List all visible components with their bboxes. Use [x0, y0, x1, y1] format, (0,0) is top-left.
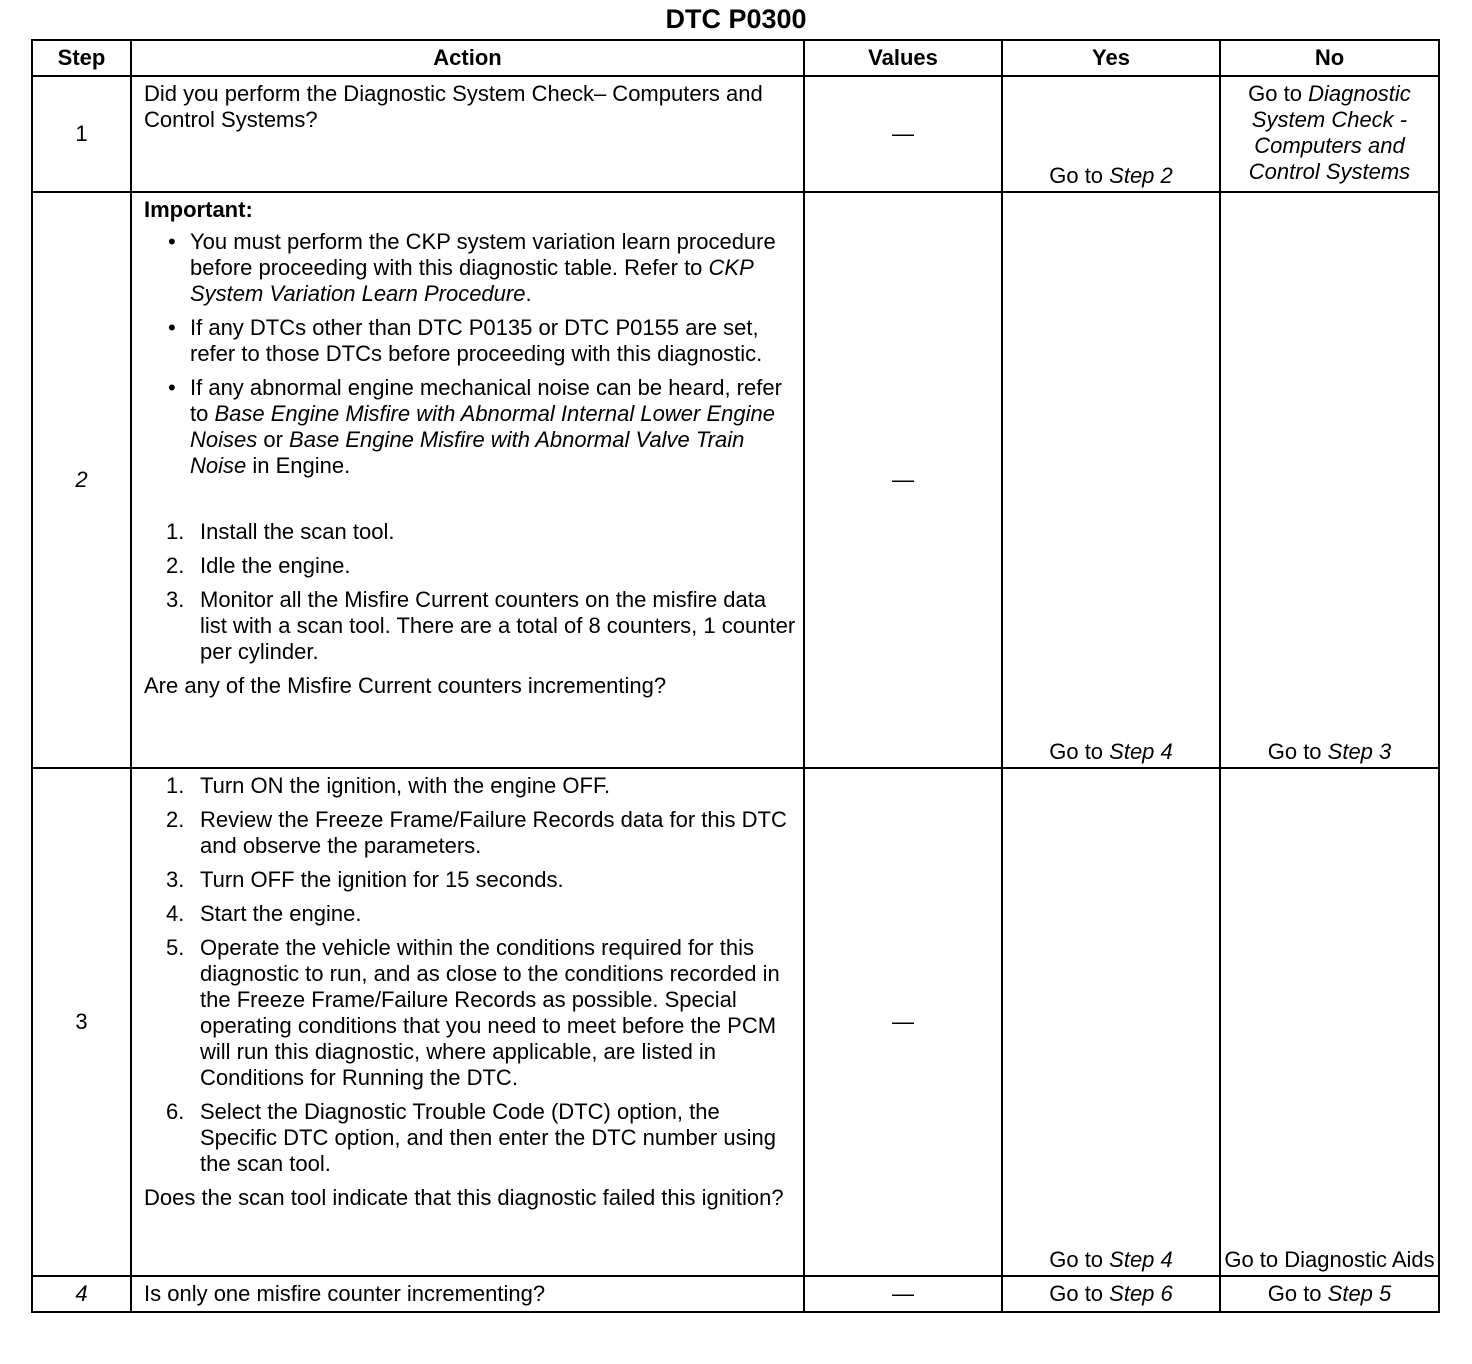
no-prefix: Go to	[1267, 739, 1328, 764]
no-link[interactable]: Step 5	[1327, 1281, 1392, 1306]
step-text: Select the Diagnostic Trouble Code (DTC) option, the Specific DTC option, and then enter the DTC number using the scan tool.	[200, 1099, 776, 1176]
step-index: 2.	[166, 553, 185, 578]
list-item	[144, 519, 797, 545]
step-text: Turn OFF the ignition for 15 seconds.	[200, 867, 564, 892]
list-item	[144, 867, 797, 893]
bullet-end: .	[525, 281, 532, 306]
step-index: 1.	[166, 519, 185, 544]
step-text: Idle the engine.	[200, 553, 351, 578]
step-text: Install the scan tool.	[200, 519, 395, 544]
procedure-steps	[144, 773, 797, 1177]
step-number: 2	[32, 192, 131, 768]
yes-prefix: Go to	[1049, 1281, 1110, 1306]
no-cell	[1220, 76, 1439, 192]
procedure-link[interactable]: CKP System Variation Learn Procedure	[190, 255, 753, 306]
important-label: Important:	[144, 197, 253, 222]
list-item	[144, 315, 797, 367]
bullet-text: You must perform the CKP system variation learn procedure before proceeding with this diagnostic table. Refer to	[190, 229, 776, 280]
table-row	[32, 1276, 1439, 1312]
yes-prefix: Go to	[1049, 1247, 1110, 1272]
yes-link[interactable]: Step 2	[1109, 163, 1173, 188]
step-text: Turn ON the ignition, with the engine OFF.	[200, 773, 611, 798]
procedure-link[interactable]: Base Engine Misfire with Abnormal Internal Lower Engine Noises	[190, 401, 775, 452]
list-item	[144, 935, 797, 1091]
values-cell: —	[804, 76, 1002, 192]
yes-cell	[1002, 76, 1220, 192]
diagnostic-table	[31, 39, 1440, 1313]
yes-prefix: Go to	[1049, 163, 1110, 188]
bullet-text: If any DTCs other than DTC P0135 or DTC P0155 are set, refer to those DTCs before proceeding with this diagnostic.	[190, 315, 763, 366]
procedure-link[interactable]: Base Engine Misfire with Abnormal Valve Train Noise	[190, 427, 745, 478]
yes-cell	[1002, 1276, 1220, 1312]
list-item	[144, 587, 797, 665]
step-index: 3.	[166, 867, 185, 892]
table-row	[32, 768, 1439, 1276]
yes-link[interactable]: Step 4	[1109, 739, 1173, 764]
no-cell	[1220, 1276, 1439, 1312]
list-item	[144, 901, 797, 927]
table-row	[32, 192, 1439, 768]
table-row	[32, 76, 1439, 192]
step-index: 5.	[166, 935, 185, 960]
header-no: No	[1220, 40, 1439, 76]
procedure-steps	[144, 519, 797, 665]
step-index: 3.	[166, 587, 185, 612]
step-text: Start the engine.	[200, 901, 362, 926]
step-index: 4.	[166, 901, 185, 926]
important-list	[144, 229, 797, 479]
step-number: 3	[32, 768, 131, 1276]
list-item	[144, 773, 797, 799]
page-title: DTC P0300	[665, 4, 807, 34]
step-text: Review the Freeze Frame/Failure Records data for this DTC and observe the parameters.	[200, 807, 787, 858]
list-item	[144, 1099, 797, 1177]
bullet-end: in Engine.	[246, 453, 351, 478]
step-text: Monitor all the Misfire Current counters on the misfire data list with a scan tool. There are a total of 8 counters, 1 counter per cylinder.	[200, 587, 796, 664]
header-step: Step	[32, 40, 131, 76]
yes-cell	[1002, 768, 1220, 1276]
question-text: Does the scan tool indicate that this diagnostic failed this ignition?	[144, 1185, 784, 1210]
action-cell	[131, 192, 804, 768]
yes-cell	[1002, 192, 1220, 768]
no-link[interactable]: Go to Diagnostic Aids	[1224, 1247, 1435, 1272]
values-cell: —	[804, 192, 1002, 768]
action-cell	[131, 1276, 804, 1312]
action-cell	[131, 768, 804, 1276]
action-text: Is only one misfire counter incrementing?	[144, 1281, 546, 1306]
values-cell: —	[804, 768, 1002, 1276]
step-index: 1.	[166, 773, 185, 798]
no-link[interactable]: Diagnostic System Check - Computers and Control Systems	[1248, 81, 1411, 184]
table-header-row	[32, 40, 1439, 76]
yes-link[interactable]: Step 6	[1109, 1281, 1173, 1306]
no-prefix: Go to	[1267, 1281, 1328, 1306]
step-text: Operate the vehicle within the conditions required for this diagnostic to run, and as close to the conditions recorded in the Freeze Frame/Failure Records as possible. Special operating conditions that you need to meet before the PCM will run this diagnostic, where applicable, are listed in Conditions for Running the DTC.	[200, 935, 780, 1090]
no-cell	[1220, 192, 1439, 768]
step-index: 6.	[166, 1099, 185, 1124]
yes-prefix: Go to	[1049, 739, 1110, 764]
action-text: Did you perform the Diagnostic System Check– Computers and Control Systems?	[144, 81, 763, 132]
bullet-text: If any abnormal engine mechanical noise can be heard, refer to	[190, 375, 782, 426]
list-item	[144, 553, 797, 579]
no-link[interactable]: Step 3	[1327, 739, 1392, 764]
header-values: Values	[804, 40, 1002, 76]
no-cell	[1220, 768, 1439, 1276]
step-index: 2.	[166, 807, 185, 832]
values-cell: —	[804, 1276, 1002, 1312]
yes-link[interactable]: Step 4	[1109, 1247, 1173, 1272]
header-action: Action	[131, 40, 804, 76]
list-item	[144, 375, 797, 479]
list-item	[144, 229, 797, 307]
list-item	[144, 807, 797, 859]
bullet-mid: or	[257, 427, 290, 452]
header-yes: Yes	[1002, 40, 1220, 76]
action-cell	[131, 76, 804, 192]
step-number: 4	[32, 1276, 131, 1312]
step-number: 1	[32, 76, 131, 192]
question-text: Are any of the Misfire Current counters incrementing?	[144, 673, 667, 698]
no-prefix: Go to	[1248, 81, 1309, 106]
